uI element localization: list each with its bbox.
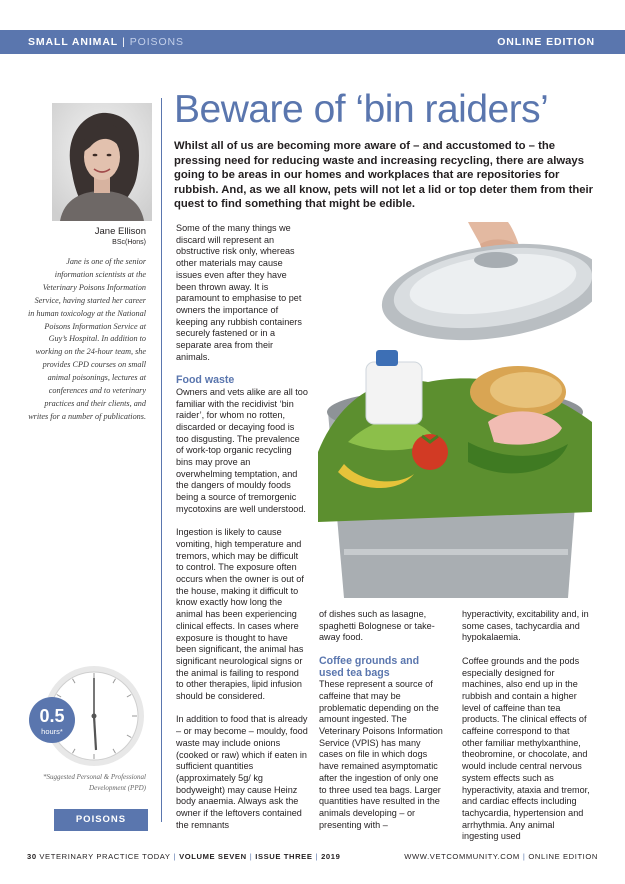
author-name: Jane Ellison [94,226,146,237]
year: 2019 [321,852,341,861]
footer-web: WWW.VETCOMMUNITY.COM | ONLINE EDITION [404,852,598,861]
bin-illustration [318,222,592,598]
volume: VOLUME SEVEN [179,852,247,861]
website: WWW.VETCOMMUNITY.COM [404,852,520,861]
publication-name: VETERINARY PRACTICE TODAY [39,852,171,861]
page-number: 30 [27,852,37,861]
body-paragraph: Ingestion is likely to cause vomiting, high temperature and tremors, which may be difficult to control. The exposure often occurs when the owner is out of the house, making it difficult to know exactly how long the animal has been experiencing clinical effects. In cases where exposure is thought to have been significant, the animal has significant neurological signs or the animal is failing to respond to other therapies, lipid infusion should be considered. [176,527,304,702]
author-byline [40,226,146,248]
author-photo [52,103,152,221]
section-name: SMALL ANIMAL [28,36,119,48]
edition-label: ONLINE EDITION [497,36,595,48]
clock-center [92,714,97,719]
body-paragraph: Owners and vets alike are all too familiar with the recidivist ‘bin raider’, for whom no rotten, discarded or decaying food is too disgusting. The prevalence of work-top organic recycling bins may prove an overwhelming temptation, and the dangers of mouldy foods being a source of tremorgenic mycotoxins are well understood. [176,386,308,514]
body-paragraph: In addition to food that is already – or may become – mouldy, food waste may include onions (cooked or raw) which if eaten in sufficient quantities (approximately 5g/ kg bodyweight) may cause Heinz body anaemia. Always ask the owner if the leftovers contained the remnants [176,714,308,830]
article-standfirst: Whilst all of us are becoming more aware of – and accustomed to – the pressing need for reducing waste and increasing recycling, there are always going to be areas in our homes and workplaces that are repositories for rubbish. And, as we all know, pets will not let a lid or top deter them from their quest to find something that might be edible. [174,140,594,211]
body-paragraph: Some of the many things we discard will represent an obstructive risk only, whereas other materials may cause issues even after they have been thrown away. It is paramount to emphasise to pet owners the importance of keeping any rubbish containers securely fastened or in a separate area from their animals. [176,223,302,362]
issue: ISSUE THREE [255,852,313,861]
section-header-bar [0,30,625,54]
subsection-name: POISONS [129,36,184,48]
clock-icon [28,664,146,782]
cpd-clock [28,664,146,782]
bin-food-photo [318,222,592,598]
column-divider [161,98,162,822]
footer-edition: ONLINE EDITION [528,852,598,861]
cpd-hours-label: hours* [41,727,63,736]
author-portrait [52,103,152,221]
body-column-2 [319,609,446,843]
body-column-3 [462,609,590,855]
article-title: Beware of ‘bin raiders’ [174,88,549,131]
body-paragraph: of dishes such as lasagne, spaghetti Bolognese or take-away food. [319,609,435,643]
subheading-food-waste: Food waste [176,374,235,387]
footer-publication: 30 VETERINARY PRACTICE TODAY | VOLUME SEVEN | ISSUE THREE | 2019 [27,852,341,861]
separator: | [122,36,126,48]
section-label [28,36,184,48]
cpd-hours-value: 0.5 [39,706,65,726]
body-paragraph: These represent a source of caffeine that may be problematic depending on the amount ingested. The Veterinary Poisons Information Service (VPIS) has many cases on file in which dogs have remained asymptomatic after the ingestion of only one to three used tea bags. Larger quantities have resulted in the animals developing – or presenting with – [319,679,443,830]
subheading-coffee: Coffee grounds and used tea bags [319,654,420,679]
body-paragraph: Coffee grounds and the pods especially designed for machines, also end up in the rubbish and contain a higher level of caffeine than tea products. The clinical effects of caffeine correspond to that other familiar methylxanthine, theobromine, or chocolate, and would include central nervous system effects such as hyperactivity, ataxia and tremor, and cardiac effects including tachycardia, hypertension and arrhythmia. Any animal ingesting used [462,655,590,842]
section-tag: POISONS [54,809,148,831]
body-paragraph: hyperactivity, excitability and, in some cases, tachycardia and hypokalaemia. [462,609,589,643]
author-bio: Jane is one of the senior information scientists at the Veterinary Poisons Information Service, having started her career in human toxicology at the National Poisons Information Service at Guy’s Hospital. In addition to working on the 24-hour team, she provides CPD courses on small animal poisonings, lectures at conferences and to veterinary practices and their clients, and writes for a number of publications. [27,257,146,421]
author-degree: BSc(Hons) [112,239,146,246]
cpd-caption: *Suggested Personal & Professional Development (PPD) [43,773,146,792]
body-column-1 [176,223,308,843]
